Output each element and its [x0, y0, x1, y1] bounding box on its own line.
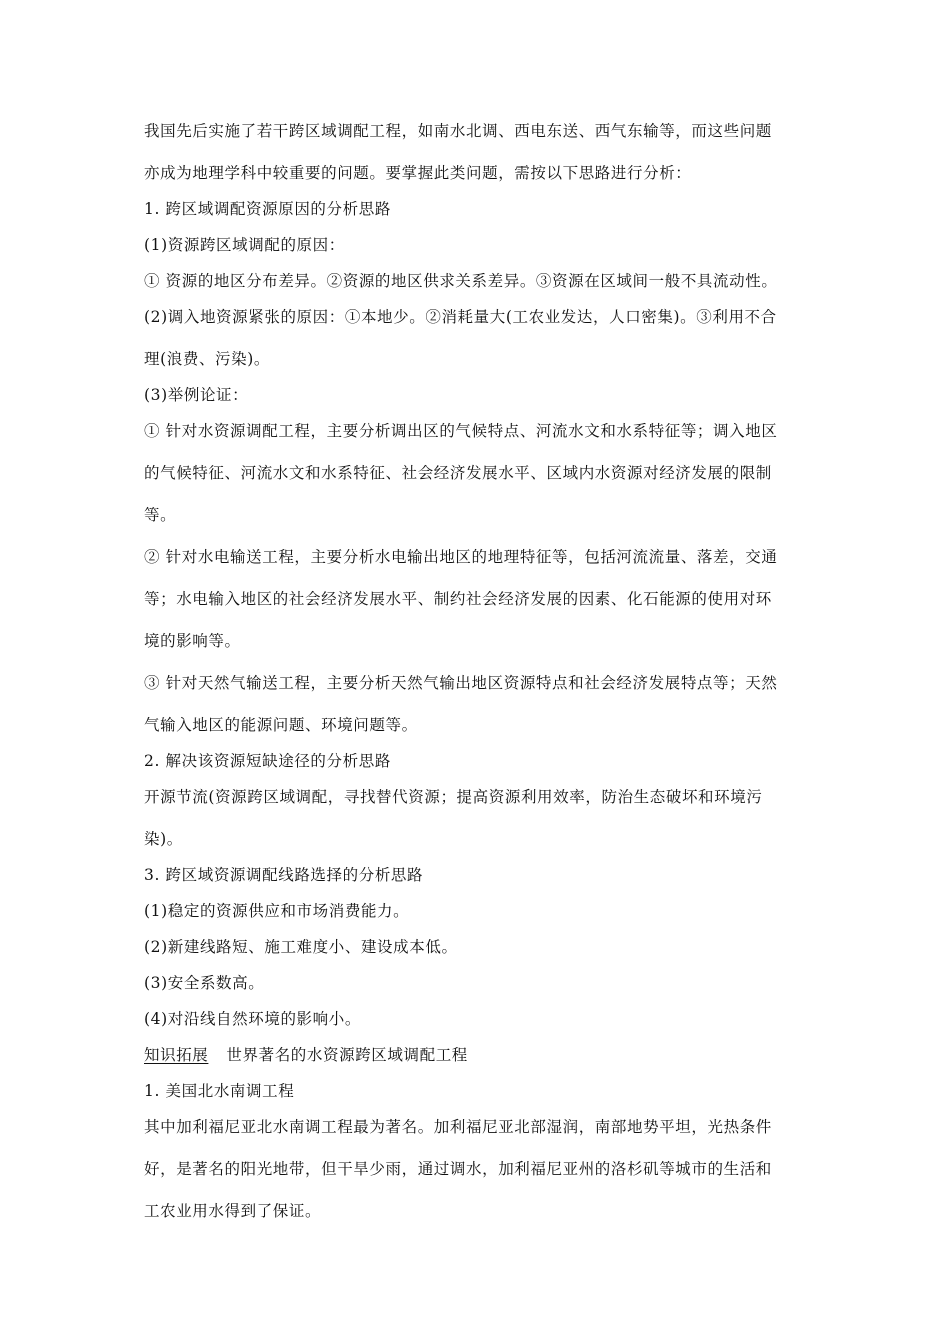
- intro-line-2: 亦成为地理学科中较重要的问题。要掌握此类问题，需按以下思路进行分析：: [144, 164, 692, 182]
- item-3-1: (1)稳定的资源供应和市场消费能力。: [144, 902, 410, 920]
- heading-4: 1. 美国北水南调工程: [144, 1082, 295, 1100]
- item-1-1: (1)资源跨区域调配的原因：: [144, 236, 345, 254]
- item-4-line-3: 工农业用水得到了保证。: [144, 1202, 322, 1220]
- item-3-2: (2)新建线路短、施工难度小、建设成本低。: [144, 938, 458, 956]
- item-4-line-2: 好，是著名的阳光地带，但干旱少雨，通过调水，加利福尼亚州的洛杉矶等城市的生活和: [144, 1160, 772, 1178]
- item-1-3a-line-2: 的气候特征、河流水文和水系特征、社会经济发展水平、区域内水资源对经济发展的限制: [144, 464, 772, 482]
- extension-label: 知识拓展: [144, 1046, 209, 1064]
- heading-1: 1. 跨区域调配资源原因的分析思路: [144, 200, 391, 218]
- item-1-3c-line-2: 气输入地区的能源问题、环境问题等。: [144, 716, 418, 734]
- item-1-1-detail: ① 资源的地区分布差异。②资源的地区供求关系差异。③资源在区域间一般不具流动性。: [144, 272, 778, 290]
- extension-title: 世界著名的水资源跨区域调配工程: [226, 1046, 468, 1064]
- item-2-line-2: 染)。: [144, 830, 183, 848]
- item-1-3c-line-1: ③ 针对天然气输送工程，主要分析天然气输出地区资源特点和社会经济发展特点等；天然: [144, 674, 778, 692]
- item-1-2-line-2: 理(浪费、污染)。: [144, 350, 270, 368]
- item-2-line-1: 开源节流(资源跨区域调配，寻找替代资源；提高资源利用效率，防治生态破坏和环境污: [144, 788, 763, 806]
- heading-2: 2. 解决该资源短缺途径的分析思路: [144, 752, 391, 770]
- item-1-3a-line-3: 等。: [144, 506, 177, 524]
- item-4-line-1: 其中加利福尼亚北水南调工程最为著名。加利福尼亚北部湿润，南部地势平坦，光热条件: [144, 1118, 772, 1136]
- item-1-3: (3)举例论证：: [144, 386, 249, 404]
- heading-3: 3. 跨区域资源调配线路选择的分析思路: [144, 866, 424, 884]
- item-1-3a-line-1: ① 针对水资源调配工程，主要分析调出区的气候特点、河流水文和水系特征等；调入地区: [144, 422, 778, 440]
- item-3-3: (3)安全系数高。: [144, 974, 265, 992]
- extension-heading: [144, 1045, 810, 1066]
- item-1-3b-line-3: 境的影响等。: [144, 632, 241, 650]
- item-1-2-line-1: (2)调入地资源紧张的原因：①本地少。②消耗量大(工农业发达，人口密集)。③利用不合: [144, 308, 777, 326]
- item-3-4: (4)对沿线自然环境的影响小。: [144, 1010, 361, 1028]
- item-1-3b-line-1: ② 针对水电输送工程，主要分析水电输出地区的地理特征等，包括河流流量、落差，交通: [144, 548, 778, 566]
- document-body: [144, 121, 810, 1222]
- intro-line-1: 我国先后实施了若干跨区域调配工程，如南水北调、西电东送、西气东输等，而这些问题: [144, 122, 772, 140]
- item-1-3b-line-2: 等；水电输入地区的社会经济发展水平、制约社会经济发展的因素、化石能源的使用对环: [144, 590, 772, 608]
